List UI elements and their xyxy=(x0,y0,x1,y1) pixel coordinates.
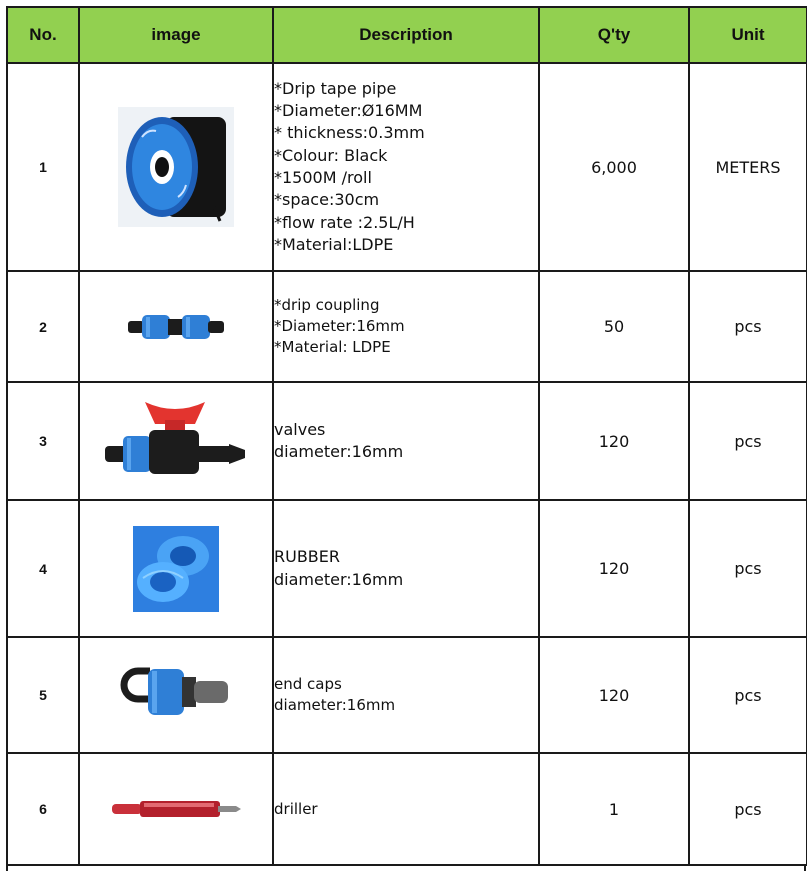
row-description: end caps diameter:16mm xyxy=(273,637,539,753)
header-no: No. xyxy=(7,7,79,63)
row-number: 4 xyxy=(7,500,79,637)
header-unit: Unit xyxy=(689,7,807,63)
header-description: Description xyxy=(273,7,539,63)
row-number: 2 xyxy=(7,271,79,382)
row-qty: 120 xyxy=(539,382,689,500)
row-image xyxy=(79,753,273,865)
header-row xyxy=(7,7,807,63)
product-table xyxy=(6,6,807,866)
row-description: driller xyxy=(273,753,539,865)
row-unit: pcs xyxy=(689,637,807,753)
row-number: 3 xyxy=(7,382,79,500)
row-number: 6 xyxy=(7,753,79,865)
row-number: 1 xyxy=(7,63,79,271)
driller-icon xyxy=(110,797,242,821)
table-continuation xyxy=(6,865,806,871)
row-description: *Drip tape pipe *Diameter:Ø16MM * thickness:0.3mm *Colour: Black *1500M /roll *space:30cm *flow rate :2.5L/H *Material:LDPE xyxy=(273,63,539,271)
end-cap-icon xyxy=(120,665,232,725)
table-row xyxy=(7,753,807,865)
row-image xyxy=(79,271,273,382)
row-image xyxy=(79,382,273,500)
row-qty: 120 xyxy=(539,500,689,637)
row-image xyxy=(79,500,273,637)
row-unit: pcs xyxy=(689,500,807,637)
header-qty: Q'ty xyxy=(539,7,689,63)
table-row xyxy=(7,271,807,382)
row-unit: pcs xyxy=(689,753,807,865)
drip-tape-roll-icon xyxy=(118,107,234,227)
table-row xyxy=(7,500,807,637)
valve-icon xyxy=(101,396,251,486)
row-qty: 6,000 xyxy=(539,63,689,271)
row-description: RUBBER diameter:16mm xyxy=(273,500,539,637)
row-qty: 50 xyxy=(539,271,689,382)
table-row xyxy=(7,63,807,271)
row-image xyxy=(79,63,273,271)
row-description: *drip coupling *Diameter:16mm *Material: LDPE xyxy=(273,271,539,382)
row-description: valves diameter:16mm xyxy=(273,382,539,500)
drip-coupling-icon xyxy=(126,307,226,347)
row-image xyxy=(79,637,273,753)
row-qty: 1 xyxy=(539,753,689,865)
row-unit: pcs xyxy=(689,382,807,500)
row-number: 5 xyxy=(7,637,79,753)
row-unit: METERS xyxy=(689,63,807,271)
header-image: image xyxy=(79,7,273,63)
row-unit: pcs xyxy=(689,271,807,382)
rubber-grommet-icon xyxy=(133,526,219,612)
row-qty: 120 xyxy=(539,637,689,753)
table-row xyxy=(7,382,807,500)
table-row xyxy=(7,637,807,753)
